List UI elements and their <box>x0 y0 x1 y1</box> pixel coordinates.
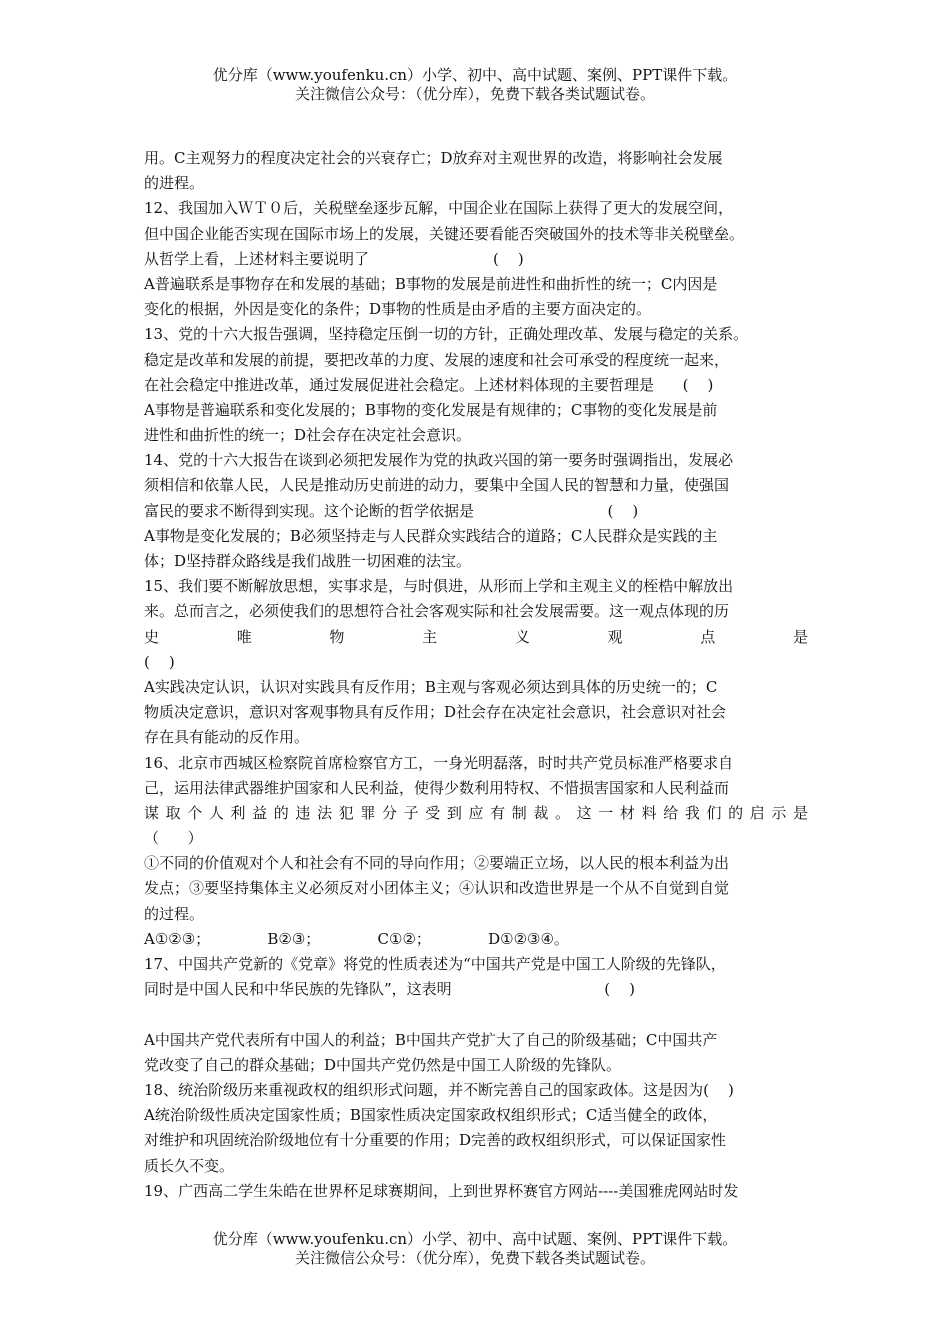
question-12-line: 12、我国加入ＷＴ０后，关税壁垒逐步瓦解，中国企业在国际上获得了更大的发展空间， <box>144 199 734 218</box>
page-footer <box>0 1230 950 1268</box>
header-line-2: 关注微信公众号：（优分库），免费下载各类试题试卷。 <box>294 85 655 103</box>
answer-options: 质长久不变。 <box>144 1156 235 1175</box>
text-line: 的进程。 <box>144 174 205 193</box>
question-14-line: 14、党的十六大报告在谈到必须把发展作为党的执政兴国的第一要务时强调指出，发展必 <box>144 451 734 470</box>
text-line: 己，运用法律武器维护国家和人民利益，使得少数利用特权、不惜损害国家和人民利益而 <box>144 778 730 797</box>
text-line: 同时是中国人民和中华民族的先锋队”，这表明 ( ) <box>144 980 636 999</box>
answer-options: 对维护和巩固统治阶级地位有十分重要的作用；D完善的政权组织形式，可以保证国家性 <box>144 1131 727 1150</box>
header-line-1: 优分库（www.youfenku.cn）小学、初中、高中试题、案例、PPT课件下载。 <box>212 66 738 84</box>
footer-line-2: 关注微信公众号：（优分库），免费下载各类试题试卷。 <box>294 1249 655 1267</box>
answer-options: 物质决定意识，意识对客观事物具有反作用；D社会存在决定社会意识，社会意识对社会 <box>144 703 727 722</box>
answer-statements: 发点；③要坚持集体主义必须反对小团体主义；④认识和改造世界是一个从不自觉到自觉 <box>144 879 730 898</box>
answer-statements: 的过程。 <box>144 904 205 923</box>
answer-options: A普遍联系是事物存在和发展的基础；B事物的发展是前进性和曲折性的统一；C内因是 <box>144 274 718 293</box>
answer-options: 体；D坚持群众路线是我们战胜一切困难的法宝。 <box>144 552 472 570</box>
question-15-line: 15、我们要不断解放思想，实事求是，与时俱进，从形而上学和主观主义的桎梏中解放出 <box>144 577 734 596</box>
answer-options: A实践决定认识，认识对实践具有反作用；B主观与客观必须达到具体的历史统一的；C <box>144 677 718 696</box>
answer-options: A①②③； B②③； C①②； D①②③④。 <box>144 929 569 948</box>
question-18-line: 18、统治阶级历来重视政权的组织形式问题，并不断完善自己的国家政体。这是因为( ) <box>144 1080 734 1099</box>
question-19-line: 19、广西高二学生朱皓在世界杯足球赛期间，上到世界杯赛官方网站----美国雅虎网站时发 <box>144 1181 739 1200</box>
page-header <box>0 66 950 104</box>
text-line: 用。C主观努力的程度决定社会的兴衰存亡；D放弃对主观世界的改造，将影响社会发展 <box>144 149 723 167</box>
text-line: 来。总而言之，必须使我们的思想符合社会客观实际和社会发展需要。这一观点体现的历 <box>144 602 730 621</box>
question-16-line: 16、北京市西城区检察院首席检察官方工，一身光明磊落，时时共产党员标准严格要求自 <box>144 753 734 772</box>
answer-options: A中国共产党代表所有中国人的利益；B中国共产党扩大了自己的阶级基础；C中国共产 <box>144 1030 718 1049</box>
answer-statements: ①不同的价值观对个人和社会有不同的导向作用；②要端正立场，以人民的根本利益为出 <box>144 854 730 873</box>
text-line: 须相信和依靠人民，人民是推动历史前进的动力，要集中全国人民的智慧和力量，使强国 <box>144 476 730 495</box>
answer-options: A统治阶级性质决定国家性质；B国家性质决定国家政权组织形式；C适当健全的政体， <box>144 1106 718 1125</box>
answer-options: A事物是普遍联系和变化发展的；B事物的变化发展是有规律的；C事物的变化发展是前 <box>144 400 718 419</box>
text-line: 在社会稳定中推进改革，通过发展促进社会稳定。上述材料体现的主要哲理是 ( ) <box>144 375 714 394</box>
text-line: 富民的要求不断得到实现。这个论断的哲学依据是 ( ) <box>144 501 639 520</box>
text-line-justified: 谋 取 个 人 利 益 的 违 法 犯 罪 分 子 受 到 应 有 制 裁 。 这 一 材 料 给 我 们 的 启 示 是 <box>144 803 808 822</box>
answer-options: A事物是变化发展的；B必须坚持走与人民群众实践结合的道路；C人民群众是实践的主 <box>144 526 718 545</box>
text-line: 稳定是改革和发展的前提，要把改革的力度、发展的速度和社会可承受的程度统一起来， <box>144 350 730 369</box>
text-line: 但中国企业能否实现在国际市场上的发展，关键还要看能否突破国外的技术等非关税壁垒。 <box>144 224 745 243</box>
question-17-line: 17、中国共产党新的《党章》将党的性质表述为“中国共产党是中国工人阶级的先锋队， <box>144 955 726 973</box>
document-body <box>144 146 808 1204</box>
answer-options: 变化的根据，外因是变化的条件；D事物的性质是由矛盾的主要方面决定的。 <box>144 300 652 319</box>
answer-bracket: ( ) <box>144 652 175 671</box>
blank-line <box>144 1002 808 1027</box>
footer-line-1: 优分库（www.youfenku.cn）小学、初中、高中试题、案例、PPT课件下载。 <box>212 1230 738 1248</box>
answer-bracket: （ ） <box>144 829 203 848</box>
question-13-line: 13、党的十六大报告强调，坚持稳定压倒一切的方针，正确处理改革、发展与稳定的关系。 <box>144 325 749 344</box>
answer-options: 存在具有能动的反作用。 <box>144 728 310 747</box>
text-line-justified: 史 唯 物 主 义 观 点 是 <box>144 627 808 646</box>
answer-options: 进性和曲折性的统一；D社会存在决定社会意识。 <box>144 426 472 445</box>
text-line: 从哲学上看，上述材料主要说明了 ( ) <box>144 249 524 268</box>
answer-options: 党改变了自己的群众基础；D中国共产党仍然是中国工人阶级的先锋队。 <box>144 1055 622 1074</box>
